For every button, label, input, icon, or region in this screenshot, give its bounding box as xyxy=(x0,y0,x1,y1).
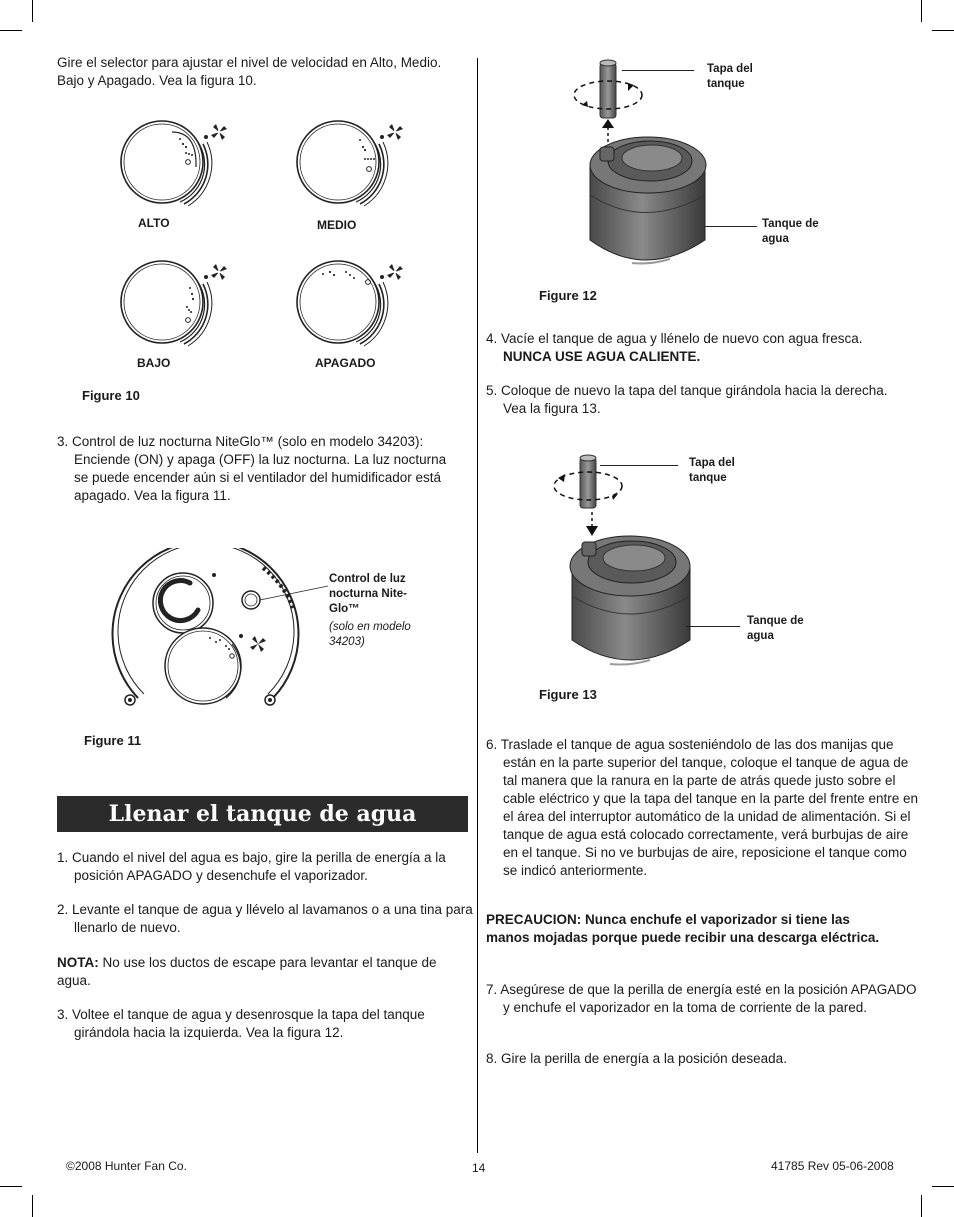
figure-10-dials xyxy=(100,112,430,372)
figure-10-caption: Figure 10 xyxy=(82,388,140,403)
dial-label-medio: MEDIO xyxy=(317,218,357,232)
fill-step-2: 2. Levante el tanque de agua y llévelo al lavamanos o a una tina para llenarlo de nuevo. xyxy=(57,902,473,935)
figure-11-callout-label: Control de luz nocturna Nite-Glo™ xyxy=(329,573,407,615)
figure-11-callout-note: (solo en modelo 34203) xyxy=(329,621,411,648)
step-4-text: 4. Vacíe el tanque de agua y llénelo de nuevo con agua fresca. xyxy=(486,331,863,346)
crop-mark xyxy=(932,1186,954,1187)
crop-mark xyxy=(0,30,22,31)
note-paragraph xyxy=(57,954,469,990)
crop-mark xyxy=(32,1195,33,1217)
fig13-cap-leader xyxy=(600,465,678,466)
figure-12-tank xyxy=(560,55,725,275)
figure-13-caption: Figure 13 xyxy=(539,687,597,702)
crop-mark xyxy=(921,0,922,22)
fill-step-3: 3. Voltee el tanque de agua y desenrosque la tapa del tanque girándola hacia la izquierda. Vea la figura 12. xyxy=(57,1007,425,1040)
footer-copyright: ©2008 Hunter Fan Co. xyxy=(66,1159,187,1173)
footer-revision: 41785 Rev 05-06-2008 xyxy=(771,1159,894,1173)
caution-paragraph: PRECAUCION: Nunca enchufe el vaporizador si tiene las manos mojadas porque puede recibir una descarga eléctrica. xyxy=(486,912,880,945)
fig12-cap-leader xyxy=(622,70,694,71)
fill-step-1: 1. Cuando el nivel del agua es bajo, gire la perilla de energía a la posición APAGADO y desenchufe el vaporizador. xyxy=(57,850,446,883)
note-label: NOTA: xyxy=(57,955,99,970)
crop-mark xyxy=(0,1186,22,1187)
step-8: 8. Gire la perilla de energía a la posición deseada. xyxy=(486,1051,787,1066)
dial-label-bajo: BAJO xyxy=(137,356,171,370)
step-3-line1: 3. Control de luz nocturna NiteGlo™ (solo en modelo 34203): xyxy=(57,434,424,449)
fig12-tank-label: Tanque de agua xyxy=(762,218,819,245)
column-divider xyxy=(477,58,478,1153)
note-text: No use los ductos de escape para levantar el tanque de agua. xyxy=(57,955,437,988)
fig12-cap-label: Tapa del tanque xyxy=(707,63,753,90)
figure-12-caption: Figure 12 xyxy=(539,288,597,303)
crop-mark xyxy=(932,30,954,31)
fig13-tank-label: Tanque de agua xyxy=(747,615,804,642)
figure-11-caption: Figure 11 xyxy=(84,733,142,748)
step-6: 6. Traslade el tanque de agua sosteniéndolo de las dos manijas que están en la parte superior del tanque, coloque el tanque de agua de tal manera que la ranura en la parte de atrás quede justo sobre el cable eléctrico y que la tapa del tanque en la parte del frente entre en el área del interruptor automático de la unidad de alimentación. Si el tanque de agua está colocado correctamente, verá burbujas de aire en el tanque. Si no ve burbujas de aire, reposicione el tanque como se indicó anteriormente. xyxy=(486,737,919,878)
step-7: 7. Asegúrese de que la perilla de energía esté en la posición APAGADO y enchufe el vaporizador en la toma de corriente de la pared. xyxy=(486,982,917,1015)
step-4-warning: NUNCA USE AGUA CALIENTE. xyxy=(503,349,701,364)
fig13-cap-label: Tapa del tanque xyxy=(689,457,735,484)
step-5: 5. Coloque de nuevo la tapa del tanque girándola hacia la derecha. Vea la figura 13. xyxy=(486,383,888,416)
crop-mark xyxy=(32,0,33,22)
step-4 xyxy=(486,330,923,366)
step-3-niteglo xyxy=(57,433,462,505)
dial-label-apagado: APAGADO xyxy=(315,356,376,370)
fig13-tank-leader xyxy=(686,626,740,627)
step-3-rest: Enciende (ON) y apaga (OFF) la luz nocturna. La luz nocturna se puede encender aún si el ventilador del humidificador está apagado. Vea la figura 11. xyxy=(74,452,447,503)
figure-11-control-panel xyxy=(108,548,328,718)
crop-mark xyxy=(921,1195,922,1217)
dial-label-alto: ALTO xyxy=(138,216,170,230)
section-heading: Llenar el tanque de agua xyxy=(57,796,468,832)
footer-page-number: 14 xyxy=(472,1161,486,1175)
intro-paragraph: Gire el selector para ajustar el nivel de velocidad en Alto, Medio. Bajo y Apagado. Vea la figura 10. xyxy=(57,55,442,88)
fig12-tank-leader xyxy=(705,226,757,227)
